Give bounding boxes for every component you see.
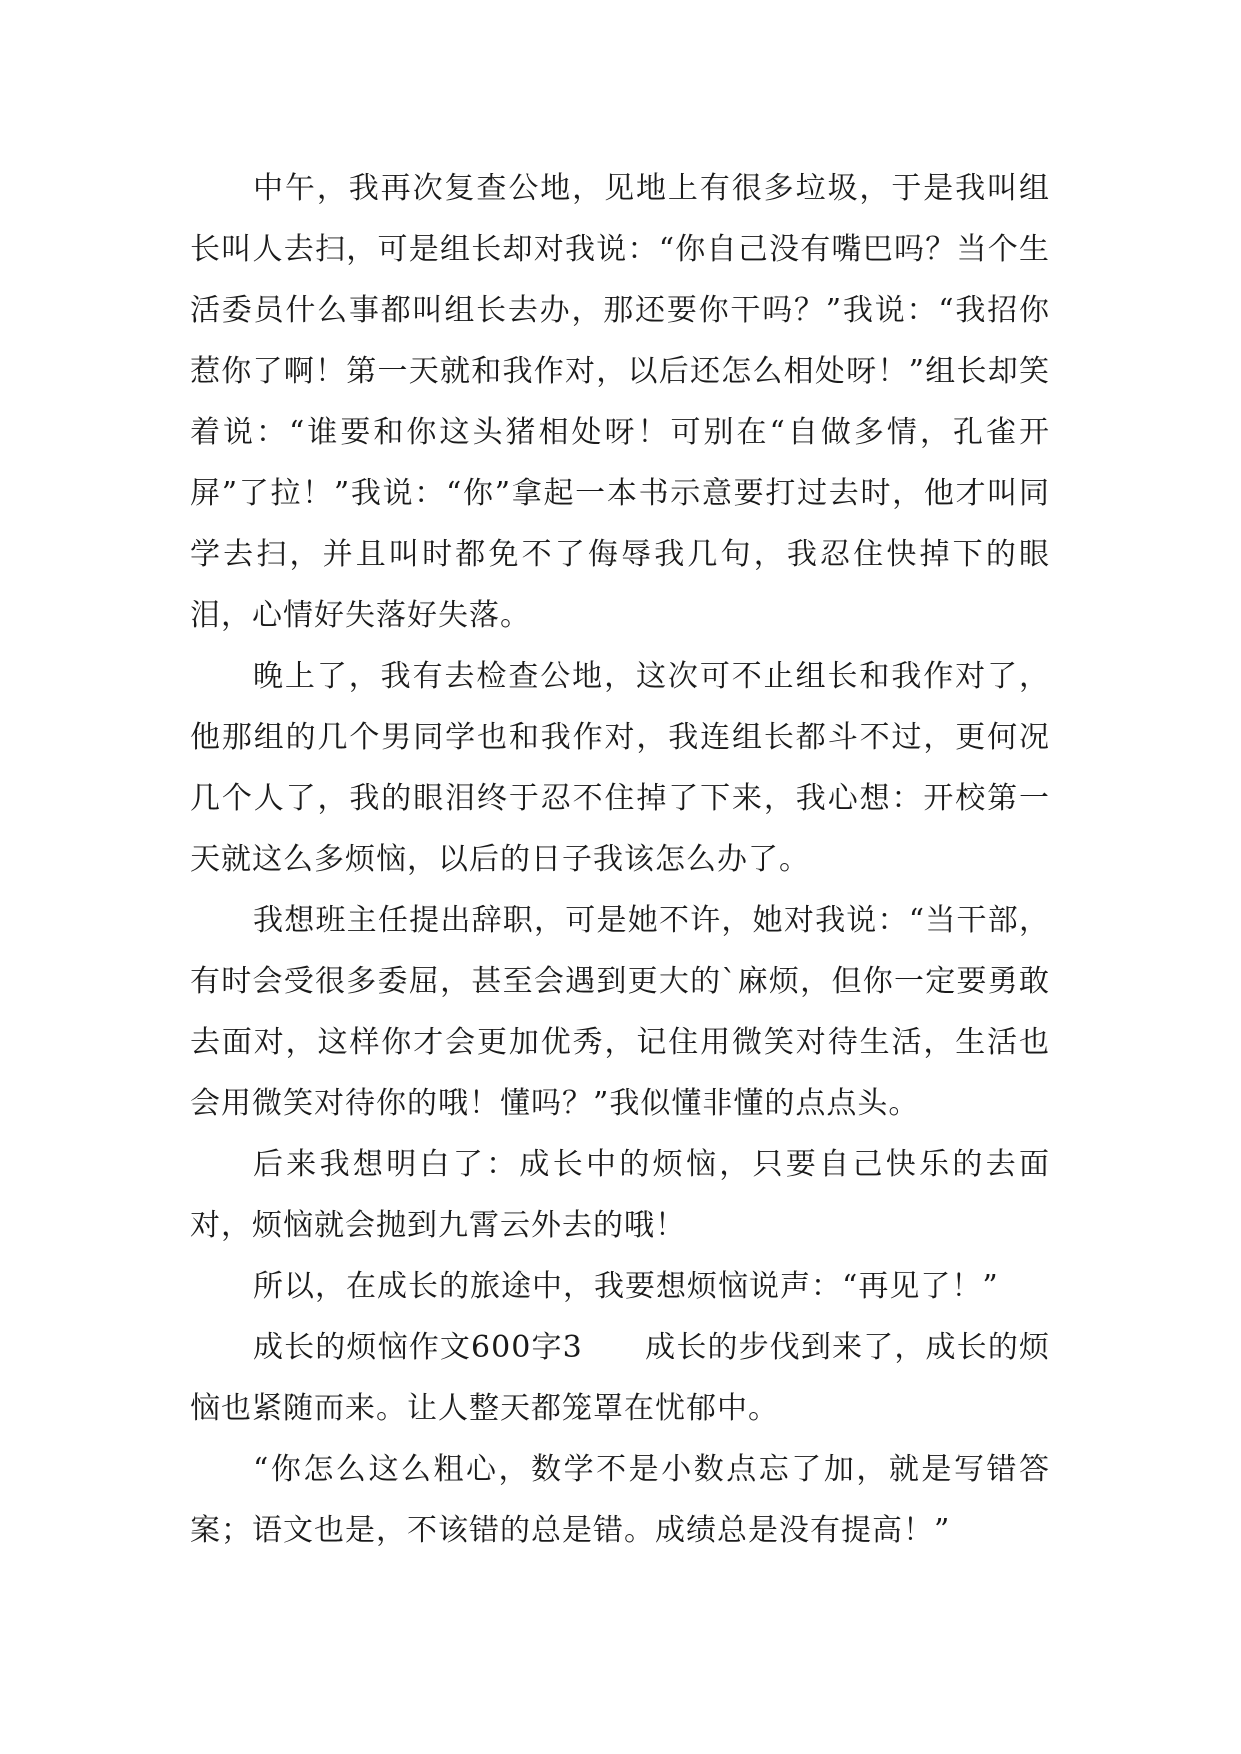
paragraph-essay-3-intro: 成长的烦恼作文600字3 成长的步伐到来了，成长的烦恼也紧随而来。让人整天都笼罩在忧郁中。 bbox=[190, 1330, 1050, 1426]
essay-body bbox=[190, 158, 1050, 1561]
paragraph-realization: 后来我想明白了：成长中的烦恼，只要自己快乐的去面对，烦恼就会抛到九霄云外去的哦！ bbox=[190, 1147, 1050, 1243]
paragraph-farewell: 所以，在成长的旅途中，我要想烦恼说声：“再见了！” bbox=[253, 1269, 999, 1304]
paragraph-teacher-advice: 我想班主任提出辞职，可是她不许，她对我说：“当干部，有时会受很多委屈，甚至会遇到更大的`麻烦，但你一定要勇敢去面对，这样你才会更加优秀，记住用微笑对待生活，生活也会用微笑对待你的哦！懂吗？”我似懂非懂的点点头。 bbox=[190, 903, 1050, 1121]
paragraph-noon-inspection: 中午，我再次复查公地，见地上有很多垃圾，于是我叫组长叫人去扫，可是组长却对我说：“你自己没有嘴巴吗？当个生活委员什么事都叫组长去办，那还要你干吗？”我说：“我招你惹你了啊！第一天就和我作对，以后还怎么相处呀！”组长却笑着说：“谁要和你这头猪相处呀！可别在“自做多情，孔雀开屏”了拉！”我说：“你”拿起一本书示意要打过去时，他才叫同学去扫，并且叫时都免不了侮辱我几句，我忍住快掉下的眼泪，心情好失落好失落。 bbox=[190, 171, 1050, 633]
paragraph-scolding-quote: “你怎么这么粗心，数学不是小数点忘了加，就是写错答案；语文也是，不该错的总是错。成绩总是没有提高！” bbox=[190, 1452, 1050, 1548]
paragraph-evening-inspection: 晚上了，我有去检查公地，这次可不止组长和我作对了，他那组的几个男同学也和我作对，我连组长都斗不过，更何况几个人了，我的眼泪终于忍不住掉了下来，我心想：开校第一天就这么多烦恼，以后的日子我该怎么办了。 bbox=[190, 659, 1050, 877]
